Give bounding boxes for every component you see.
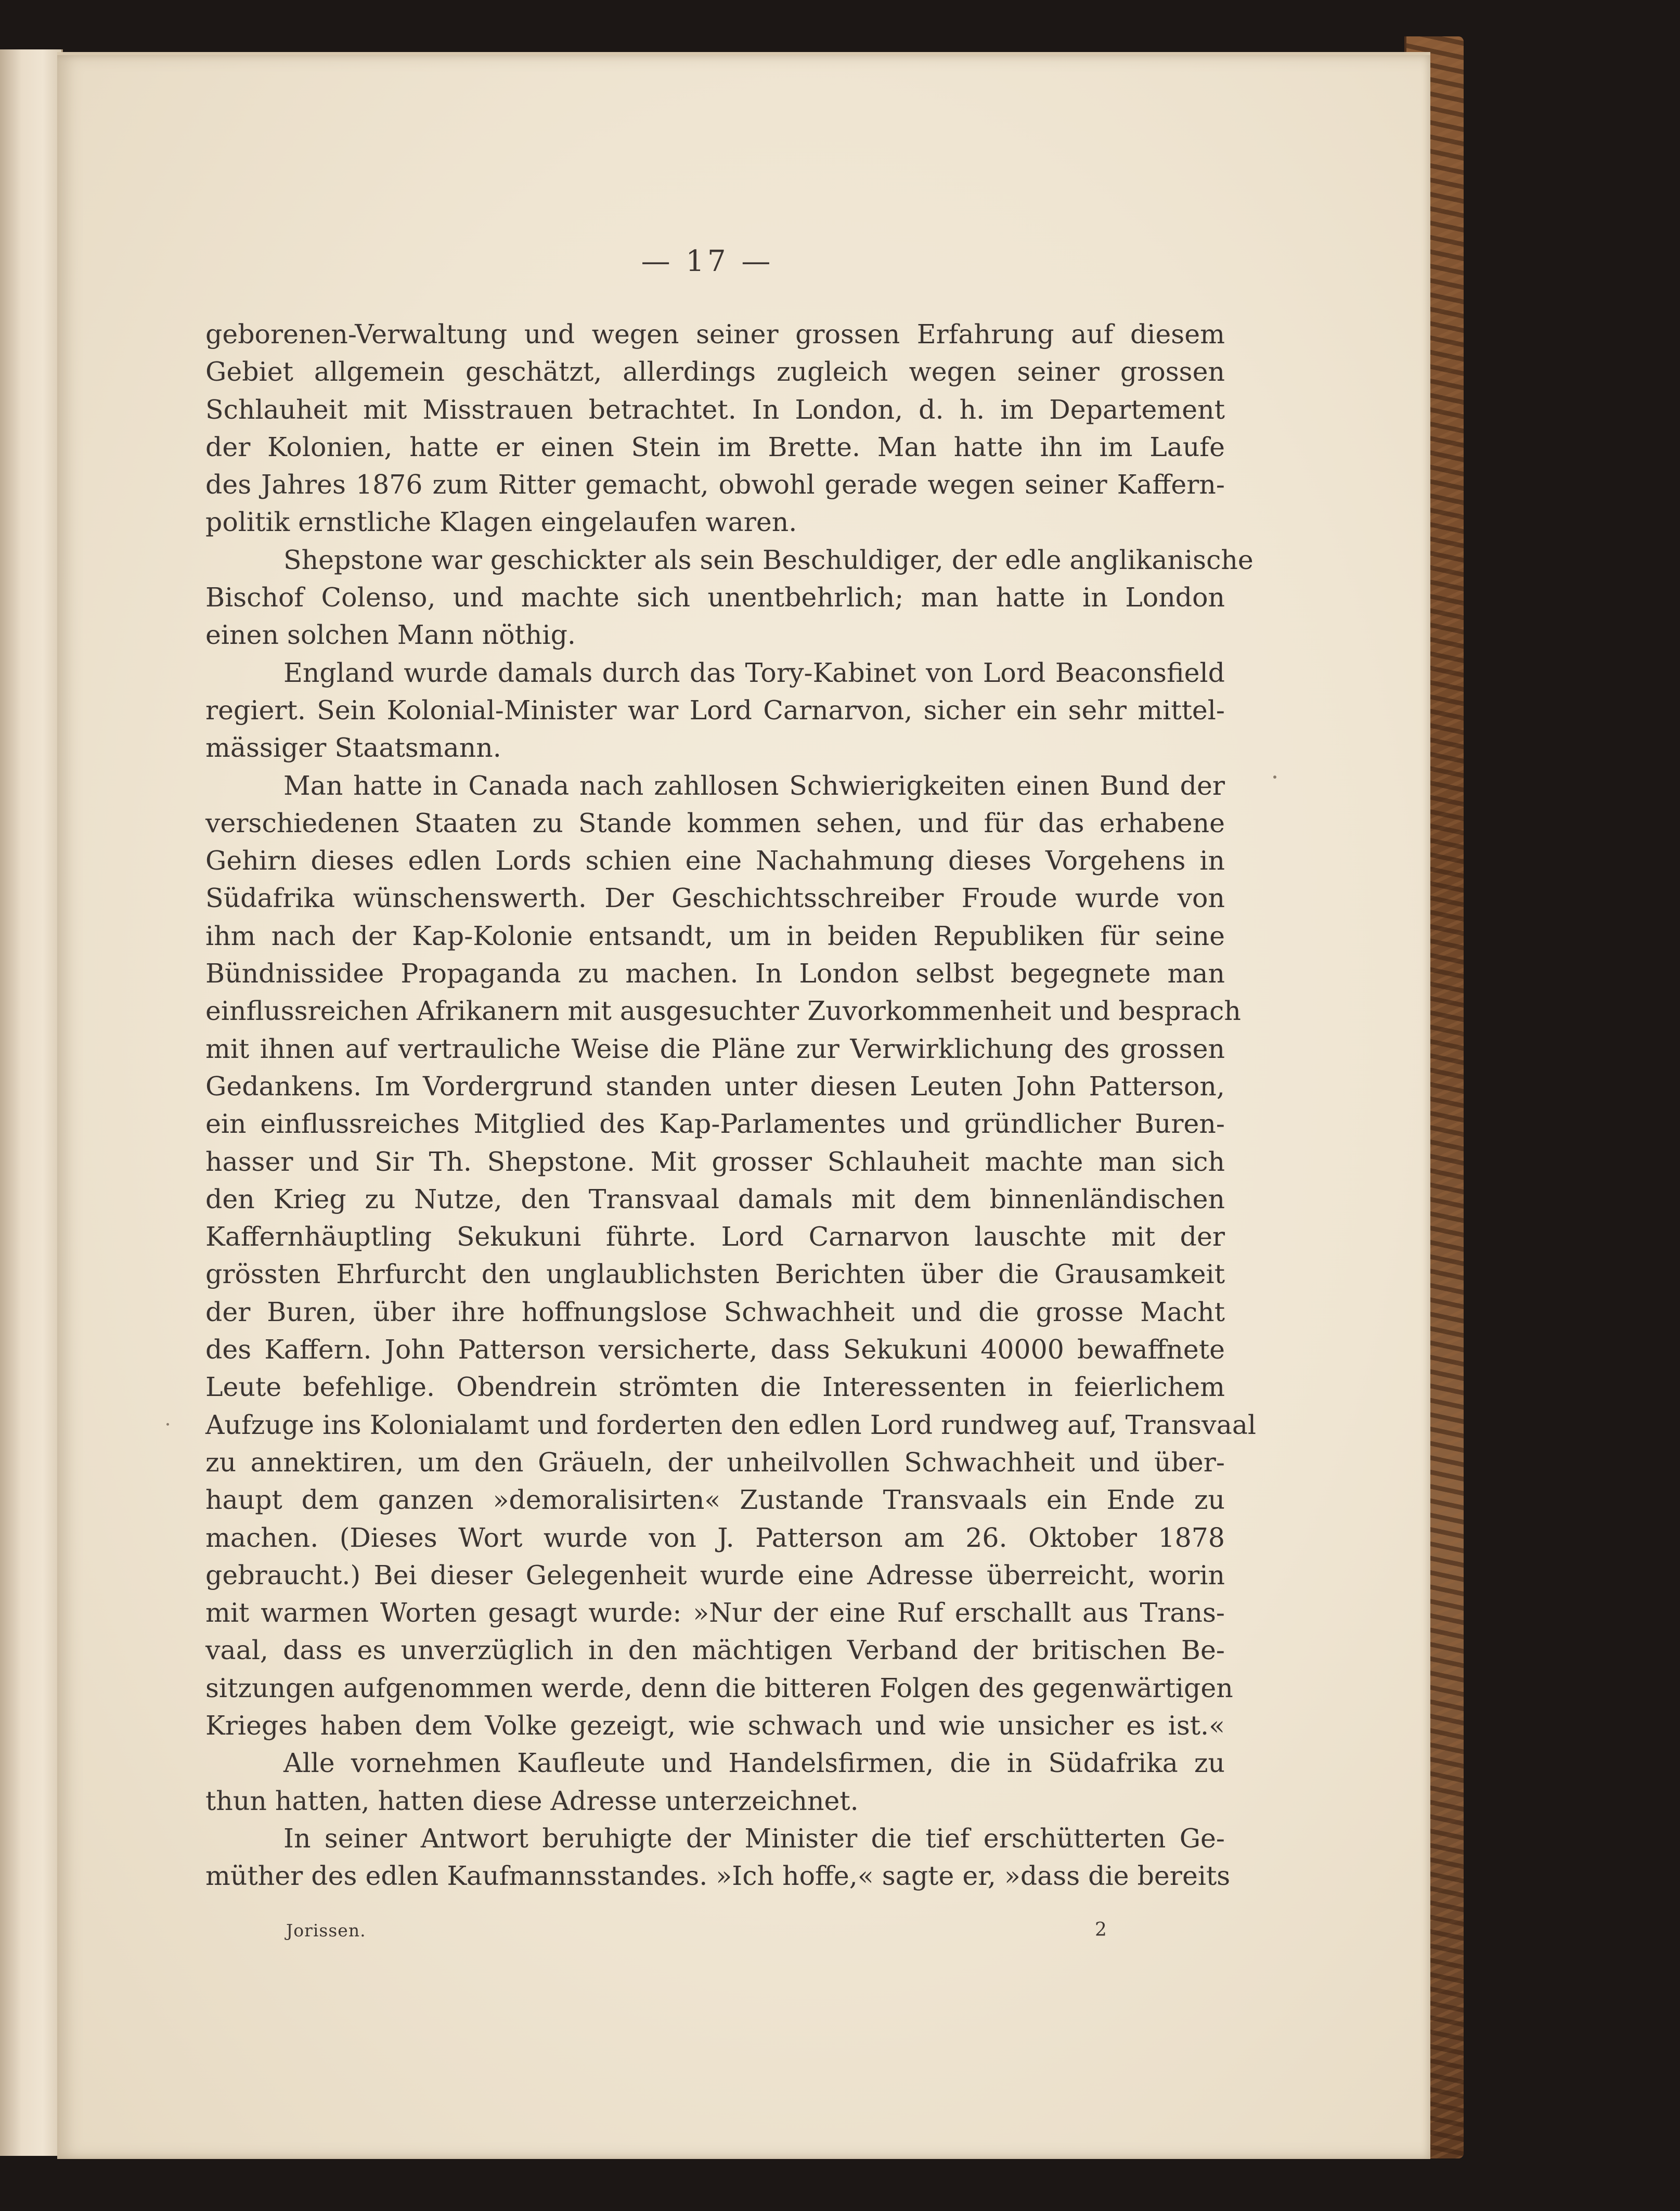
text-line: geborenen-Verwaltung und wegen seiner grossen Erfahrung auf diesem bbox=[205, 319, 1225, 350]
footer-sheet-number: 2 bbox=[1095, 1919, 1107, 1941]
text-line: zu annektiren, um den Gräueln, der unheilvollen Schwachheit und über- bbox=[205, 1446, 1225, 1478]
text-line: thun hatten, hatten diese Adresse unterzeichnet. bbox=[205, 1785, 859, 1816]
previous-page-edge bbox=[0, 49, 63, 2156]
text-line: Bischof Colenso, und machte sich unentbehrlich; man hatte in London bbox=[205, 582, 1225, 613]
footer-signature: Jorissen. bbox=[286, 1920, 366, 1941]
text-line: mit warmen Worten gesagt wurde: »Nur der eine Ruf erschallt aus Trans- bbox=[205, 1597, 1225, 1628]
text-line: der Buren, über ihre hoffnungslose Schwachheit und die grosse Macht bbox=[205, 1296, 1225, 1327]
text-line: hasser und Sir Th. Shepstone. Mit grosser Schlauheit machte man sich bbox=[205, 1146, 1225, 1177]
text-line: England wurde damals durch das Tory-Kabinet von Lord Beaconsfield bbox=[283, 657, 1225, 688]
text-line: grössten Ehrfurcht den unglaublichsten Berichten über die Grausamkeit bbox=[205, 1259, 1225, 1290]
text-line: Man hatte in Canada nach zahllosen Schwierigkeiten einen Bund der bbox=[283, 770, 1225, 801]
text-line: gebraucht.) Bei dieser Gelegenheit wurde eine Adresse überreicht, worin bbox=[205, 1559, 1225, 1591]
text-line: Alle vornehmen Kaufleute und Handelsfirmen, die in Südafrika zu bbox=[283, 1748, 1225, 1779]
text-line: mässiger Staatsmann. bbox=[205, 732, 501, 764]
text-line: einflussreichen Afrikanern mit ausgesuchter Zuvorkommenheit und besprach bbox=[205, 995, 1241, 1027]
page-speck bbox=[166, 1423, 169, 1426]
text-line: des Jahres 1876 zum Ritter gemacht, obwohl gerade wegen seiner Kaffern- bbox=[205, 469, 1225, 500]
text-line: In seiner Antwort beruhigte der Minister die tief erschütterten Ge- bbox=[283, 1822, 1225, 1854]
text-line: Schlauheit mit Misstrauen betrachtet. In London, d. h. im Departement bbox=[205, 394, 1225, 425]
text-line: einen solchen Mann nöthig. bbox=[205, 619, 576, 651]
text-line: den Krieg zu Nutze, den Transvaal damals mit dem binnenländischen bbox=[205, 1183, 1225, 1214]
text-line: Gedankens. Im Vordergrund standen unter diesen Leuten John Patterson, bbox=[205, 1070, 1225, 1102]
text-line: verschiedenen Staaten zu Stande kommen sehen, und für das erhabene bbox=[205, 807, 1225, 838]
text-line: Shepstone war geschickter als sein Beschuldiger, der edle anglikanische bbox=[283, 544, 1253, 575]
text-line: ein einflussreiches Mitglied des Kap-Parlamentes und gründlicher Buren- bbox=[205, 1108, 1225, 1140]
text-line: machen. (Dieses Wort wurde von J. Patterson am 26. Oktober 1878 bbox=[205, 1522, 1225, 1553]
text-line: Südafrika wünschenswerth. Der Geschichtsschreiber Froude wurde von bbox=[205, 883, 1225, 914]
text-line: regiert. Sein Kolonial-Minister war Lord Carnarvon, sicher ein sehr mittel- bbox=[205, 694, 1225, 726]
body-text bbox=[205, 316, 1257, 1895]
text-line: ihm nach der Kap-Kolonie entsandt, um in beiden Republiken für seine bbox=[205, 920, 1225, 951]
text-line: mit ihnen auf vertrauliche Weise die Pläne zur Verwirklichung des grossen bbox=[205, 1033, 1225, 1064]
text-line: sitzungen aufgenommen werde, denn die bitteren Folgen des gegenwärtigen bbox=[205, 1672, 1233, 1703]
text-line: der Kolonien, hatte er einen Stein im Brette. Man hatte ihn im Laufe bbox=[205, 431, 1225, 462]
text-line: des Kaffern. John Patterson versicherte, dass Sekukuni 40000 bewaffnete bbox=[205, 1334, 1225, 1365]
page-number: — 17 — bbox=[641, 244, 774, 278]
text-line: politik ernstliche Klagen eingelaufen waren. bbox=[205, 507, 797, 538]
text-line: Gebiet allgemein geschätzt, allerdings zugleich wegen seiner grossen bbox=[205, 356, 1225, 387]
text-line: haupt dem ganzen »demoralisirten« Zustande Transvaals ein Ende zu bbox=[205, 1484, 1225, 1516]
text-line: vaal, dass es unverzüglich in den mächtigen Verband der britischen Be- bbox=[205, 1635, 1225, 1666]
text-line: Leute befehlige. Obendrein strömten die Interessenten in feierlichem bbox=[205, 1372, 1225, 1403]
text-line: müther des edlen Kaufmannsstandes. »Ich hoffe,« sagte er, »dass die bereits bbox=[205, 1860, 1231, 1892]
text-line: Gehirn dieses edlen Lords schien eine Nachahmung dieses Vorgehens in bbox=[205, 845, 1225, 876]
text-line: Bündnissidee Propaganda zu machen. In London selbst begegnete man bbox=[205, 958, 1225, 989]
text-line: Kaffernhäuptling Sekukuni führte. Lord Carnarvon lauschte mit der bbox=[205, 1221, 1225, 1252]
text-line: Krieges haben dem Volke gezeigt, wie schwach und wie unsicher es ist.« bbox=[205, 1710, 1225, 1741]
page-speck bbox=[1273, 775, 1276, 779]
text-line: Aufzuge ins Kolonialamt und forderten den edlen Lord rundweg auf, Transvaal bbox=[205, 1409, 1257, 1440]
